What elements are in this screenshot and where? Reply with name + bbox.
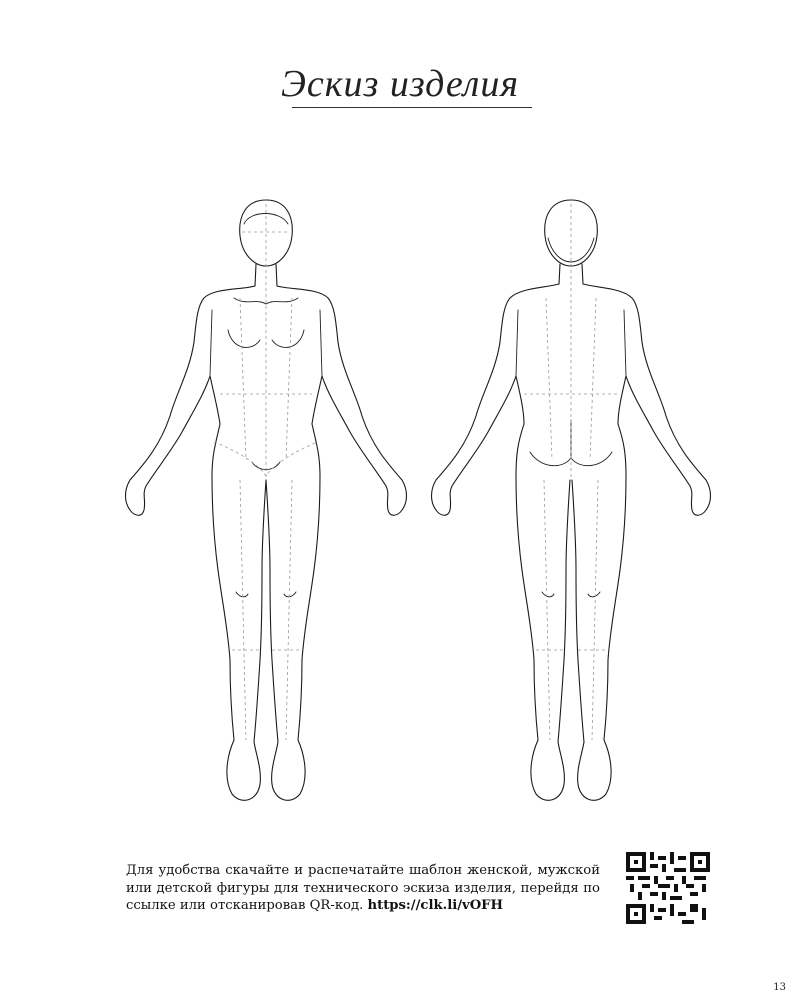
download-note (126, 862, 600, 915)
qr-code-icon[interactable] (626, 852, 710, 924)
title-underline (292, 107, 532, 108)
download-link[interactable]: https://clk.li/vOFH (367, 898, 504, 913)
back-figure (432, 200, 711, 800)
croquis-figures (0, 180, 800, 820)
front-figure (126, 200, 407, 800)
page-title: Эскиз изделия (280, 63, 519, 105)
page-number: 13 (773, 982, 786, 993)
download-note-text: Для удобства скачайте и распечатайте шаблон женской, мужской или детской фигуры для технического эскиза изделия, перейдя по ссылке или отсканировав QR-код. (126, 863, 600, 913)
